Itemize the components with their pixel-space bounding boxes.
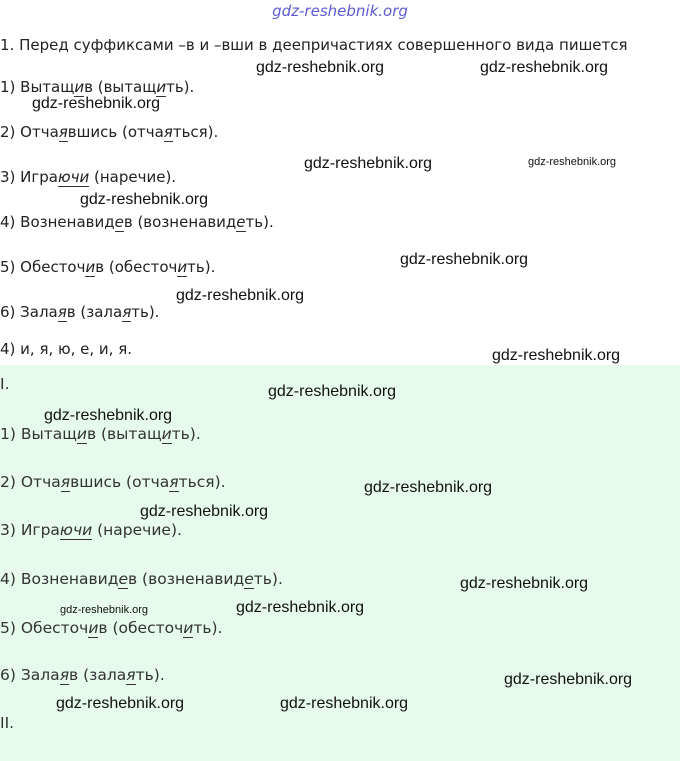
list-item: 1) Вытащив (вытащить). bbox=[0, 78, 195, 96]
watermark: gdz-reshebnik.org bbox=[304, 155, 433, 172]
section-heading: II. bbox=[0, 714, 15, 732]
watermark: gdz-reshebnik.org bbox=[280, 695, 409, 712]
section-heading: I. bbox=[0, 375, 10, 393]
watermark: gdz-reshebnik.org bbox=[60, 604, 149, 616]
list-item: 4) Возненавидев (возненавидеть). bbox=[0, 213, 274, 231]
watermark: gdz-reshebnik.org bbox=[400, 251, 529, 268]
list-item: 2) Отчаявшись (отчаяться). bbox=[0, 473, 226, 491]
watermark: gdz-reshebnik.org bbox=[256, 59, 385, 76]
list-item: 5) Обесточив (обесточить). bbox=[0, 258, 216, 276]
list-item: 3) Играючи (наречие). bbox=[0, 168, 177, 186]
watermark: gdz-reshebnik.org bbox=[528, 156, 617, 168]
watermark: gdz-reshebnik.org bbox=[460, 575, 589, 592]
list-item: 5) Обесточив (обесточить). bbox=[0, 619, 223, 637]
watermark: gdz-reshebnik.org bbox=[480, 59, 609, 76]
list-item: 2) Отчаявшись (отчаяться). bbox=[0, 123, 219, 141]
watermark: gdz-reshebnik.org bbox=[80, 191, 209, 208]
list-item: 4) Возненавидев (возненавидеть). bbox=[0, 570, 283, 588]
list-item: 1) Вытащив (вытащить). bbox=[0, 425, 201, 443]
task-heading: 1. Перед суффиксами –в и –вши в деепричастиях совершенного вида пишется bbox=[0, 36, 628, 54]
site-watermark-header: gdz-reshebnik.org bbox=[272, 2, 408, 20]
watermark: gdz-reshebnik.org bbox=[176, 287, 305, 304]
watermark: gdz-reshebnik.org bbox=[268, 383, 397, 400]
watermark: gdz-reshebnik.org bbox=[140, 503, 269, 520]
watermark: gdz-reshebnik.org bbox=[364, 479, 493, 496]
watermark: gdz-reshebnik.org bbox=[492, 347, 621, 364]
watermark: gdz-reshebnik.org bbox=[236, 599, 365, 616]
watermark: gdz-reshebnik.org bbox=[504, 671, 633, 688]
watermark: gdz-reshebnik.org bbox=[44, 407, 173, 424]
watermark: gdz-reshebnik.org bbox=[32, 95, 161, 112]
list-item: 3) Играючи (наречие). bbox=[0, 521, 182, 539]
watermark: gdz-reshebnik.org bbox=[56, 695, 185, 712]
answer-line: 4) и, я, ю, е, и, я. bbox=[0, 340, 133, 358]
list-item: 6) Залаяв (залаять). bbox=[0, 303, 160, 321]
list-item: 6) Залаяв (залаять). bbox=[0, 666, 165, 684]
